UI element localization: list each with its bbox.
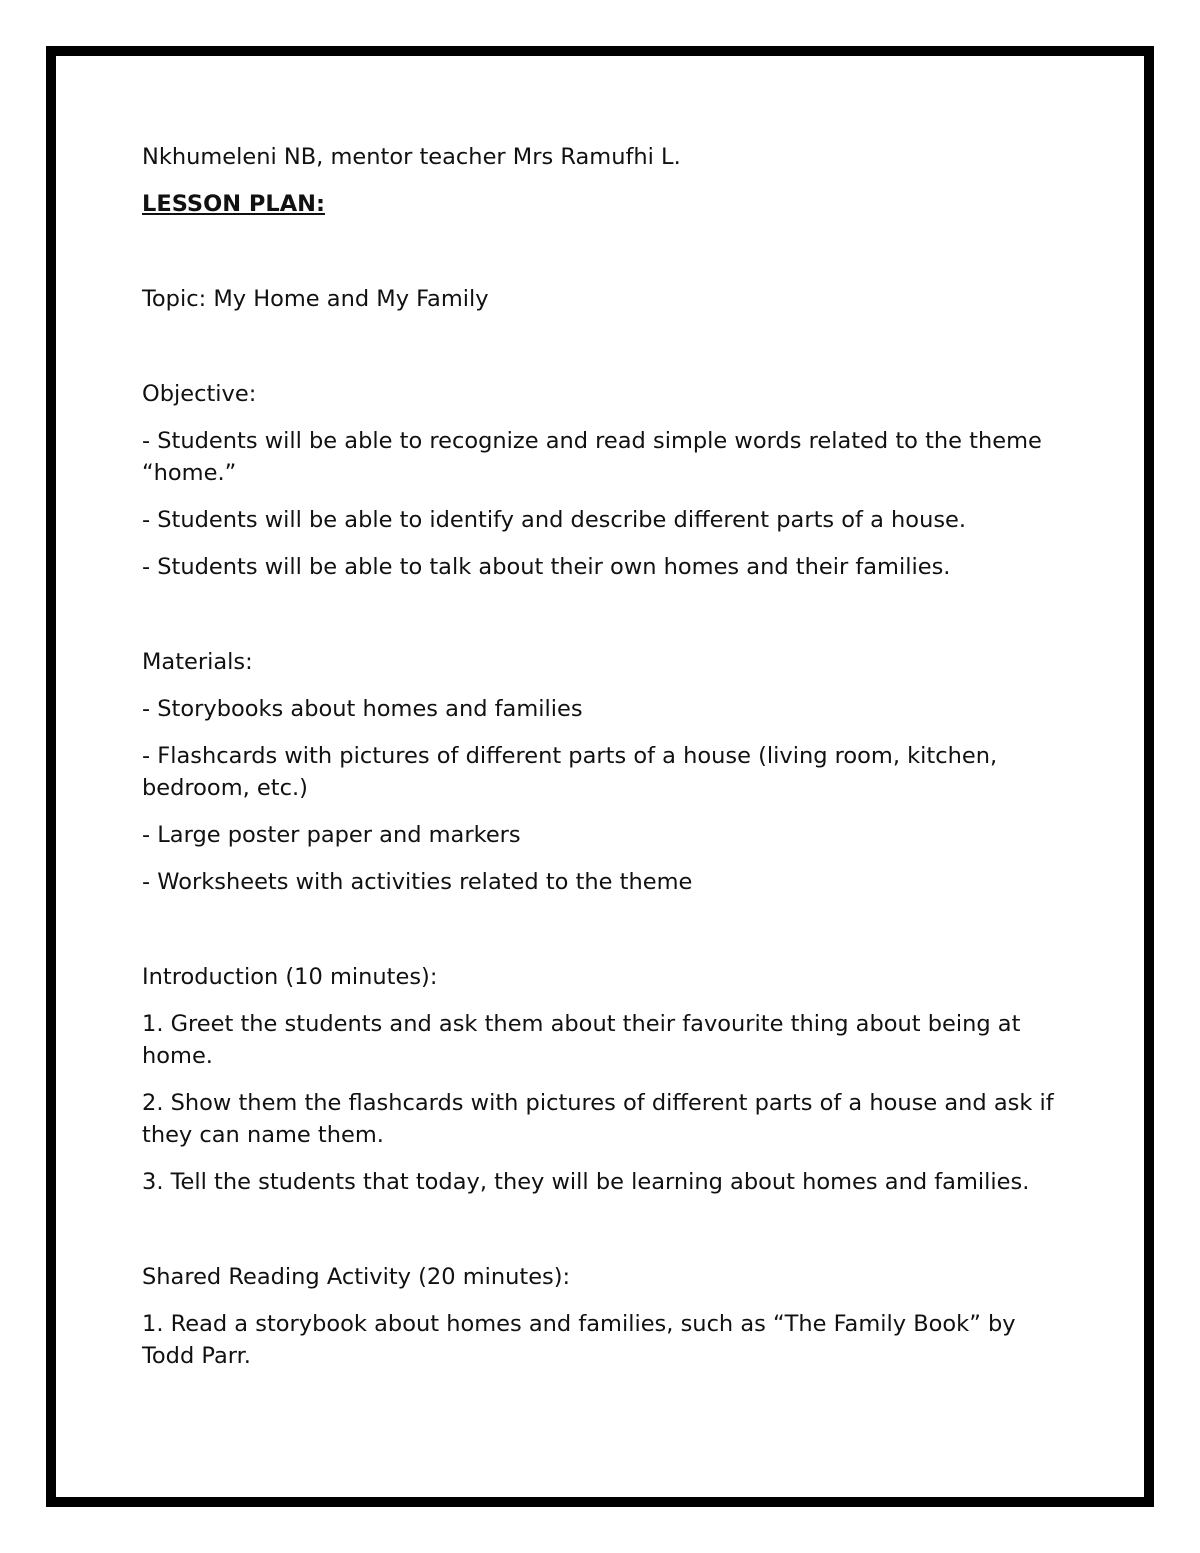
introduction-step: 2. Show them the flashcards with pictures of different parts of a house and ask if they can name them.: [142, 1090, 1054, 1148]
objective-item: - Students will be able to talk about their own homes and their families.: [142, 554, 951, 580]
topic-line: Topic: My Home and My Family: [142, 286, 489, 312]
materials-heading: Materials:: [142, 649, 253, 675]
objective-heading: Objective:: [142, 381, 257, 407]
objective-item: - Students will be able to recognize and read simple words related to the theme “home.”: [142, 428, 1042, 486]
materials-item: - Large poster paper and markers: [142, 822, 521, 848]
introduction-step: 3. Tell the students that today, they will be learning about homes and families.: [142, 1169, 1030, 1195]
introduction-step: 1. Greet the students and ask them about their favourite thing about being at home.: [142, 1011, 1021, 1069]
lesson-plan-title: LESSON PLAN:: [142, 191, 325, 217]
objective-item: - Students will be able to identify and describe different parts of a house.: [142, 507, 967, 533]
materials-item: - Flashcards with pictures of different parts of a house (living room, kitchen, bedroom, etc.): [142, 743, 998, 801]
document-body: [142, 141, 1072, 1387]
header-line: Nkhumeleni NB, mentor teacher Mrs Ramufhi L.: [142, 144, 681, 170]
introduction-heading: Introduction (10 minutes):: [142, 964, 438, 990]
materials-item: - Storybooks about homes and families: [142, 696, 583, 722]
shared-reading-step: 1. Read a storybook about homes and families, such as “The Family Book” by Todd Parr.: [142, 1311, 1016, 1369]
shared-reading-heading: Shared Reading Activity (20 minutes):: [142, 1264, 571, 1290]
materials-item: - Worksheets with activities related to the theme: [142, 869, 693, 895]
